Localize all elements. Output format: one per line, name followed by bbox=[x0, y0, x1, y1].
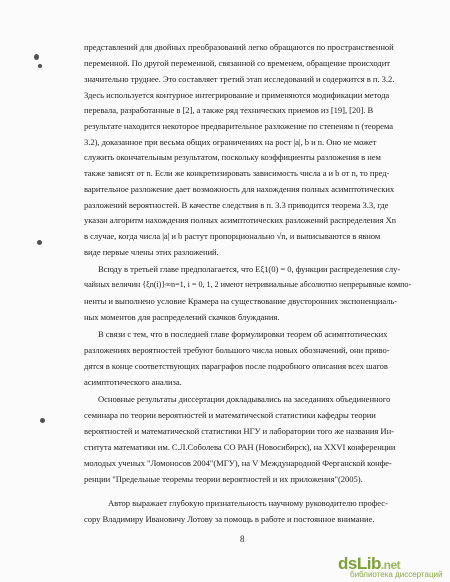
text-line: результате находится некоторое предварительное разложение по степеням n (теорема bbox=[84, 121, 394, 131]
text-line: В связи с тем, что в последней главе формулировки теорем об асимптотических bbox=[98, 329, 388, 339]
text-line: разложениях вероятностей требуют большого числа новых обозначений, они приво- bbox=[84, 345, 390, 355]
text-line: разложений вероятностей. В качестве следствия в п. 3.3 приводится теорема 3.3, где bbox=[84, 200, 389, 210]
page-number: 8 bbox=[240, 534, 245, 544]
text-line: ных моментов для распределений скачков блуждания. bbox=[84, 312, 280, 322]
text-line: переменной. По другой переменной, связанной со временем, обращение происходит bbox=[84, 58, 390, 68]
text-line: ститута математики им. С.Л.Соболева СО РАН (Новосибирск), на XXVI конференции bbox=[84, 442, 396, 452]
text-line: семинара по теории вероятностей и математической статистики кафедры теории bbox=[84, 410, 376, 420]
text-line: значительно труднее. Это составляет третий этап исследований и содержится в п. 3.2. bbox=[84, 74, 395, 84]
text-line: вероятностей и математической статистики НГУ и лаборатории того же названия Ин- bbox=[84, 426, 394, 436]
scan-mark bbox=[34, 54, 39, 60]
watermark-caption: библиотека диссертаций bbox=[350, 570, 443, 579]
text-line: сору Владимиру Ивановичу Лотову за помощь в работе и постоянное внимание. bbox=[84, 514, 375, 524]
text-line: виде первые члены этих разложений. bbox=[84, 247, 219, 257]
scan-mark bbox=[37, 240, 42, 245]
text-line: Основные результаты диссертации докладывались на заседаниях объединенного bbox=[98, 394, 391, 404]
watermark-logo: dsLib.net bbox=[338, 553, 401, 573]
scan-mark bbox=[38, 64, 42, 68]
text-line: дятся в конце соответствующих параграфов после подробного описания всех шагов bbox=[84, 361, 388, 371]
text-line: чайных величин {ξn(i)}∞n=1, i = 0, 1, 2 имеют нетривиальные абсолютно непрерывные компо- bbox=[84, 280, 412, 289]
text-line: ненты и выполнено условие Крамера на существование двусторонних экспоненциаль- bbox=[84, 296, 398, 306]
text-line: перевала, разработанные в [2], а также ряд технических приемов из [19], [20]. В bbox=[84, 105, 374, 115]
text-line: служить окончательным результатом, поскольку коэффициенты разложения в нем bbox=[84, 152, 381, 162]
scan-mark bbox=[40, 418, 45, 423]
text-line: Всюду в третьей главе предполагается, что Eξ1(0) = 0, функции распределения слу- bbox=[98, 264, 401, 274]
text-line: Здесь используется контурное интегрирование и применяются модификации метода bbox=[84, 90, 390, 100]
text-line: Автор выражает глубокую признательность научному руководителю профес- bbox=[108, 498, 388, 508]
text-line: указан алгоритм нахождения полных асимптотических разложений распределения Xn bbox=[84, 215, 396, 225]
watermark[interactable] bbox=[338, 546, 450, 582]
text-line: варительное разложение дает возможность для нахождения полных асимптотических bbox=[84, 184, 395, 194]
text-line: молодых ученых "Ломоносов 2004"(МГУ), на V Международной Ферганской конфе- bbox=[84, 458, 392, 468]
text-line: асимптотического анализа. bbox=[84, 377, 182, 387]
text-line: также зависят от n. Если же конкретизировать зависимость числа a и b от n, то пред- bbox=[84, 168, 390, 178]
text-line: ренции "Предельные теоремы теории вероятностей и их приложения"(2005). bbox=[84, 474, 363, 484]
text-line: в случае, когда числа |a| и b растут пропорционально √n, и выписываются в явном bbox=[84, 231, 381, 241]
text-line: 3.2), доказанное при весьма общих ограничениях на рост |a|, b и n. Оно не может bbox=[84, 137, 377, 147]
text-line: представлений для двойных преобразований легко обращаются по пространственной bbox=[84, 42, 394, 52]
